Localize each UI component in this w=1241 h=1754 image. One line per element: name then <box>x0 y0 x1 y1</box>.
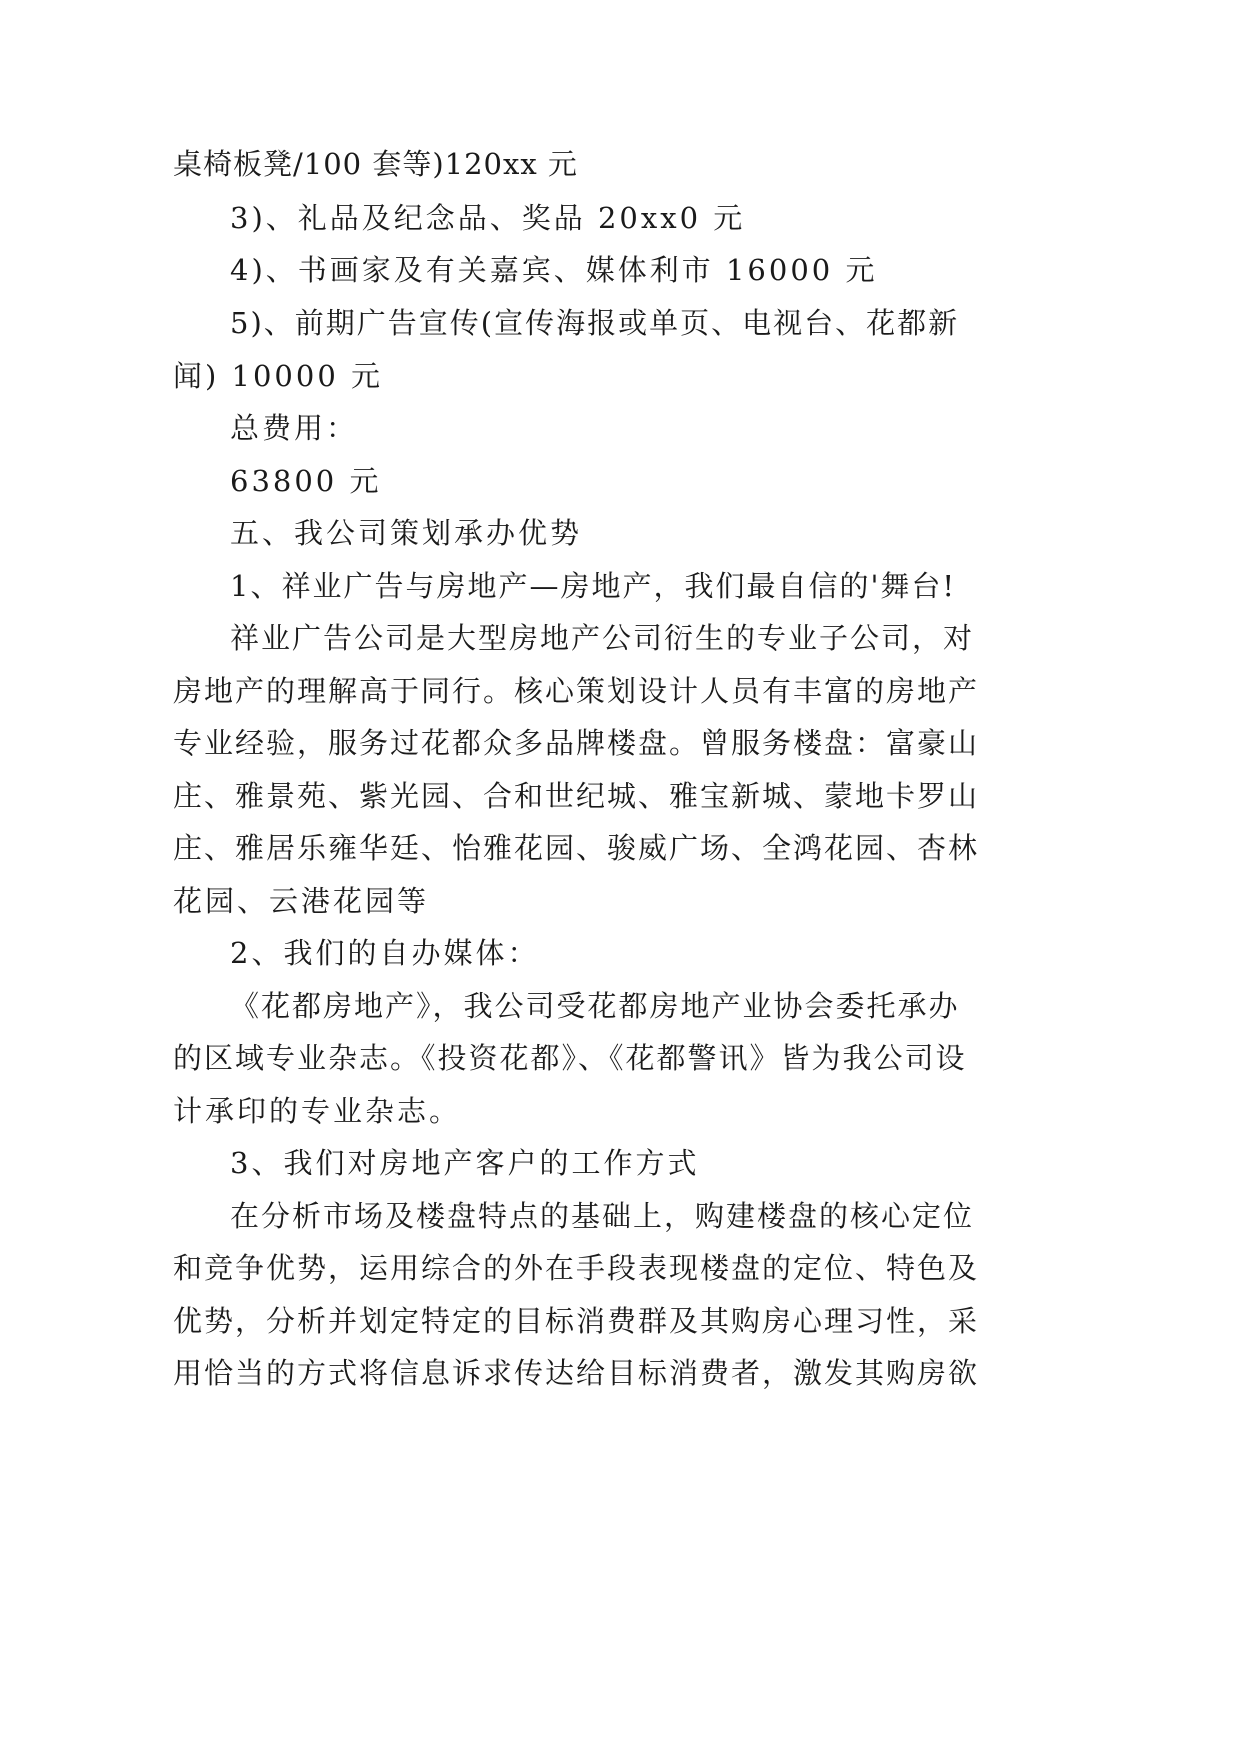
text-line: 在分析市场及楼盘特点的基础上，购建楼盘的核心定位 <box>230 1199 975 1233</box>
text-line: 总费用： <box>230 411 359 445</box>
text-line: 专业经验，服务过花都众多品牌楼盘。曾服务楼盘：富豪山 <box>173 726 980 760</box>
text-line: 3)、礼品及纪念品、奖品 20xx0 元 <box>230 201 746 235</box>
subheading: 2、我们的自办媒体： <box>230 936 540 970</box>
subheading: 3、我们对房地产客户的工作方式 <box>230 1146 700 1180</box>
subheading: 1、祥业广告与房地产—房地产，我们最自信的'舞台! <box>230 569 957 603</box>
text-line: 闻) 10000 元 <box>173 359 384 393</box>
text-line: 庄、雅居乐雍华廷、怡雅花园、骏威广场、全鸿花园、杏林 <box>173 831 980 865</box>
text-line: 优势，分析并划定特定的目标消费群及其购房心理习性，采 <box>173 1304 980 1338</box>
text-line: 《花都房地产》，我公司受花都房地产业协会委托承办 <box>230 989 960 1023</box>
text-line: 用恰当的方式将信息诉求传达给目标消费者，激发其购房欲 <box>173 1356 980 1390</box>
text-line: 计承印的专业杂志。 <box>173 1094 462 1128</box>
text-line: 祥业广告公司是大型房地产公司衍生的专业子公司，对 <box>230 621 975 655</box>
text-line: 5)、前期广告宣传(宣传海报或单页、电视台、花都新 <box>230 306 960 340</box>
section-heading: 五、我公司策划承办优势 <box>230 516 583 550</box>
text-line: 4)、书画家及有关嘉宾、媒体利市 16000 元 <box>230 253 878 287</box>
text-line: 庄、雅景苑、紫光园、合和世纪城、雅宝新城、蒙地卡罗山 <box>173 779 980 813</box>
text-line: 桌椅板凳/100 套等)120xx 元 <box>173 147 578 181</box>
text-line: 房地产的理解高于同行。核心策划设计人员有丰富的房地产 <box>173 674 980 708</box>
text-line: 和竞争优势，运用综合的外在手段表现楼盘的定位、特色及 <box>173 1251 980 1285</box>
text-line: 63800 元 <box>230 464 382 498</box>
text-line: 的区域专业杂志。《投资花都》、《花都警讯》皆为我公司设 <box>173 1041 967 1075</box>
text-line: 花园、云港花园等 <box>173 884 430 918</box>
